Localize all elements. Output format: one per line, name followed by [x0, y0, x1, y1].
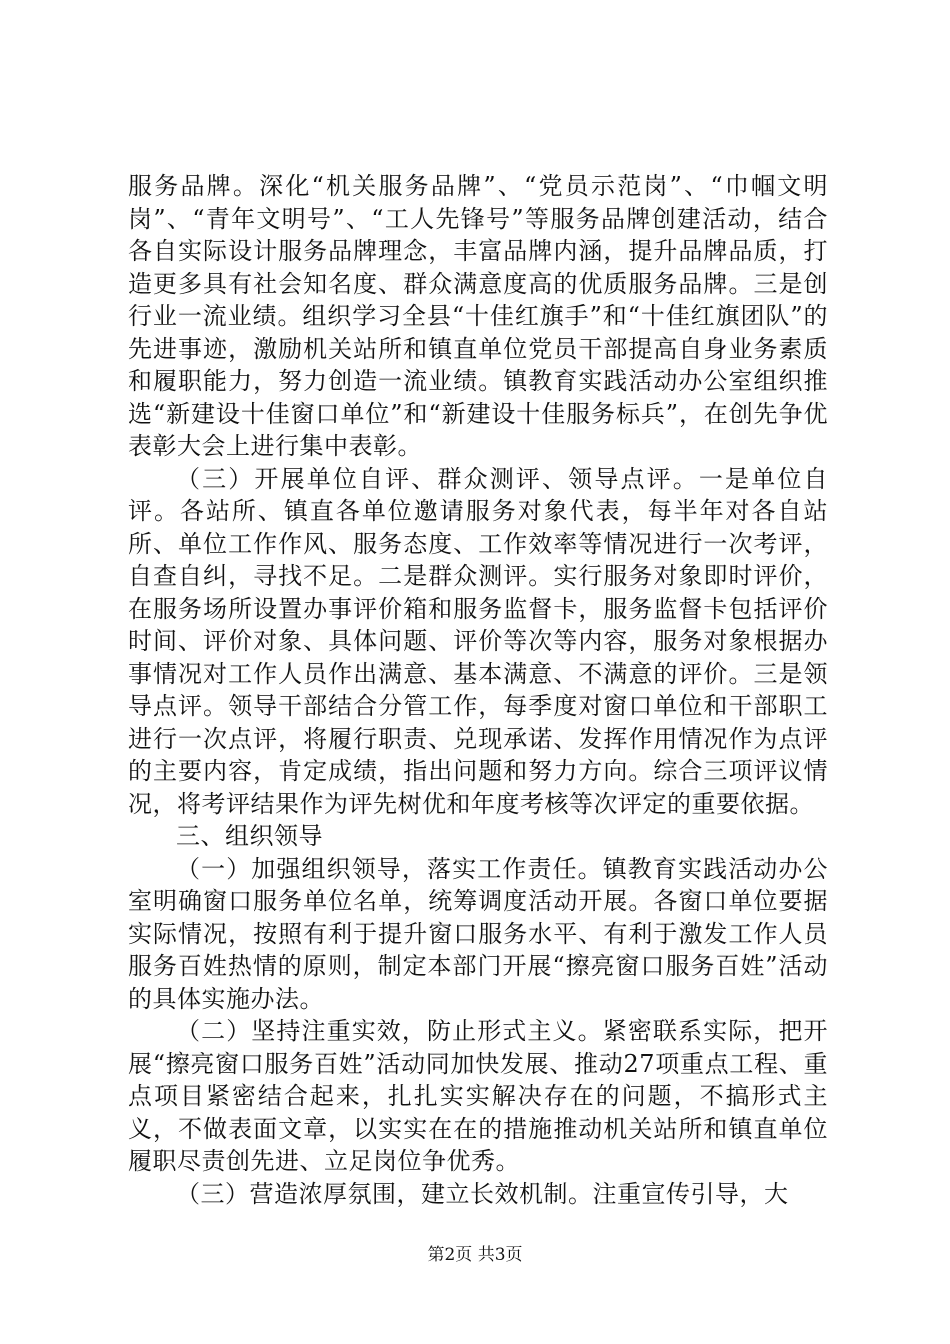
paragraph-leadership: （一）加强组织领导，落实工作责任。镇教育实践活动办公室明确窗口服务单位名单，统筹调度活动开展。各窗口单位要据实际情况，按照有利于提升窗口服务水平、有利于激发工作人员服务百姓热情的原则，制定本部门开展“擦亮窗口服务百姓”活动的具体实施办法。: [128, 854, 828, 1013]
paragraph-service-brand: 服务品牌。深化“机关服务品牌”、“党员示范岗”、“巾帼文明岗”、“青年文明号”、“工人先锋号”等服务品牌创建活动，结合各自实际设计服务品牌理念，丰富品牌内涵，提升品牌品质，打造更多具有社会知名度、群众满意度高的优质服务品牌。三是创行业一流业绩。组织学习全县“十佳红旗手”和“十佳红旗团队”的先进事迹，激励机关站所和镇直单位党员干部提高自身业务素质和履职能力，努力创造一流业绩。镇教育实践活动办公室组织推选“新建设十佳窗口单位”和“新建设十佳服务标兵”，在创先争优表彰大会上进行集中表彰。: [128, 172, 828, 460]
section-heading-organization: 三、组织领导: [176, 822, 323, 850]
page-number: 第2页 共3页: [427, 1245, 523, 1265]
paragraph-atmosphere: （三）营造浓厚氛围，建立长效机制。注重宣传引导，大: [176, 1179, 789, 1208]
document-body: [128, 170, 828, 1210]
page-footer: [0, 1244, 950, 1266]
paragraph-effectiveness: （二）坚持注重实效，防止形式主义。紧密联系实际，把开展“擦亮窗口服务百姓”活动同加快发展、推动27项重点工程、重点项目紧密结合起来，扎扎实实解决存在的问题，不搞形式主义，不做表面文章，以实实在在的措施推动机关站所和镇直单位履职尽责创先进、立足岗位争优秀。: [128, 1017, 828, 1175]
paragraph-evaluation: （三）开展单位自评、群众测评、领导点评。一是单位自评。各站所、镇直各单位邀请服务对象代表，每半年对各自站所、单位工作作风、服务态度、工作效率等情况进行一次考评，自查自纠，寻找不足。二是群众测评。实行服务对象即时评价，在服务场所设置办事评价箱和服务监督卡，服务监督卡包括评价时间、评价对象、具体问题、评价等次等内容，服务对象根据办事情况对工作人员作出满意、基本满意、不满意的评价。三是领导点评。领导干部结合分管工作，每季度对窗口单位和干部职工进行一次点评，将履行职责、兑现承诺、发挥作用情况作为点评的主要内容，肯定成绩，指出问题和努力方向。综合三项评议情况，将考评结果作为评先树优和年度考核等次评定的重要依据。: [128, 464, 828, 818]
